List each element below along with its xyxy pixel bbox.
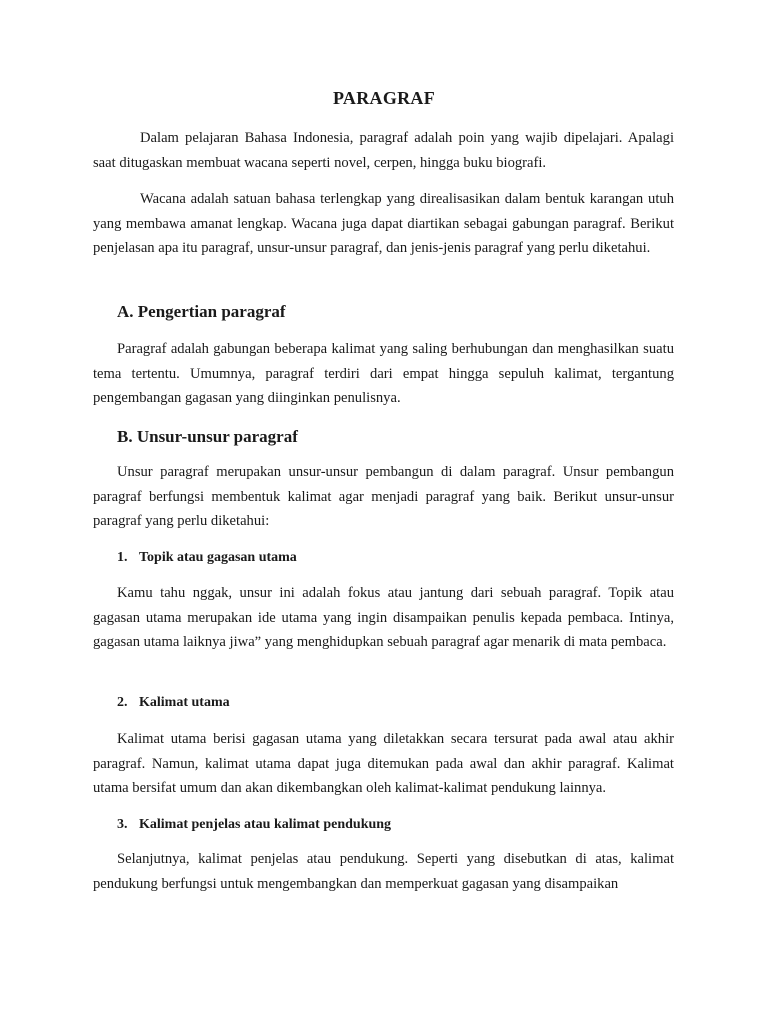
subsection-3-number: 3. (117, 817, 128, 832)
subsection-2-title: Kalimat utama (139, 695, 230, 710)
subsection-1-title: Topik atau gagasan utama (139, 550, 297, 565)
subsection-3-paragraph: Selanjutnya, kalimat penjelas atau pendukung. Seperti yang disebutkan di atas, kalimat pendukung berfungsi untuk mengembangkan dan memperkuat gagasan yang disampaikan (93, 851, 674, 892)
section-b-paragraph: Unsur paragraf merupakan unsur-unsur pembangun di dalam paragraf. Unsur pembangun paragraf berfungsi membentuk kalimat agar menjadi paragraf yang baik. Berikut unsur-unsur paragraf yang perlu diketahui: (93, 464, 674, 529)
intro-paragraph-1: Dalam pelajaran Bahasa Indonesia, paragraf adalah poin yang wajib dipelajari. Apalagi saat ditugaskan membuat wacana seperti novel, cerpen, hingga buku biografi. (93, 130, 674, 171)
section-b-heading: B. Unsur-unsur paragraf (117, 427, 298, 446)
subsection-3-title: Kalimat penjelas atau kalimat pendukung (139, 817, 392, 832)
section-a-paragraph: Paragraf adalah gabungan beberapa kalimat yang saling berhubungan dan menghasilkan suatu tema tertentu. Umumnya, paragraf terdiri dari empat hingga sepuluh kalimat, tergantung pengembangan gagasan yang diinginkan penulisnya. (93, 341, 674, 406)
subsection-1-heading (117, 548, 297, 568)
intro-paragraph-2: Wacana adalah satuan bahasa terlengkap yang direalisasikan dalam bentuk karangan utuh yang membawa amanat lengkap. Wacana juga dapat diartikan sebagai gabungan paragraf. Berikut penjelasan apa itu paragraf, unsur-unsur paragraf, dan jenis-jenis paragraf yang perlu diketahui. (93, 191, 674, 256)
subsection-3-heading (117, 815, 391, 835)
subsection-2-paragraph: Kalimat utama berisi gagasan utama yang diletakkan secara tersurat pada awal atau akhir paragraf. Namun, kalimat utama dapat juga ditemukan pada awal dan akhir paragraf. Kalimat utama bersifat umum dan akan dikembangkan oleh kalimat-kalimat pendukung lainnya. (93, 731, 674, 796)
section-a-heading: A. Pengertian paragraf (117, 302, 286, 321)
subsection-1-paragraph: Kamu tahu nggak, unsur ini adalah fokus atau jantung dari sebuah paragraf. Topik atau gagasan utama merupakan ide utama yang ingin disampaikan penulis kepada pembaca. Intinya, gagasan utama laiknya jiwa” yang menghidupkan sebuah paragraf agar menarik di mata pembaca. (93, 585, 674, 650)
page-title: PARAGRAF (332, 88, 436, 108)
subsection-1-number: 1. (117, 550, 128, 565)
subsection-2-heading (117, 693, 230, 713)
subsection-2-number: 2. (117, 695, 128, 710)
